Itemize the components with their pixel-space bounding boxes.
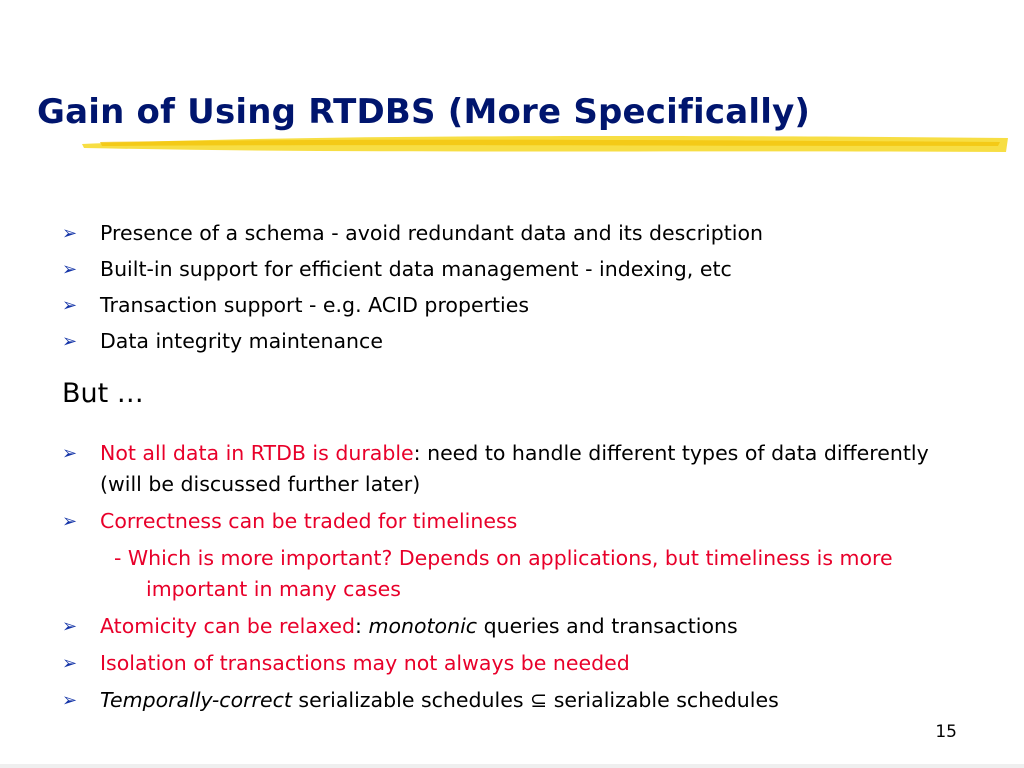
arrow-bullet-icon: ➢	[62, 443, 78, 464]
bottom-divider	[0, 764, 1024, 768]
list-item: ➢ Transaction support - e.g. ACID properties	[62, 290, 763, 321]
list-item: ➢ Correctness can be traded for timeliness	[62, 506, 942, 537]
arrow-bullet-icon: ➢	[62, 295, 78, 316]
arrow-bullet-icon: ➢	[62, 690, 78, 711]
arrow-bullet-icon: ➢	[62, 616, 78, 637]
slide-title: Gain of Using RTDBS (More Specifically)	[37, 92, 811, 132]
list-item: ➢ Isolation of transactions may not always be needed	[62, 648, 942, 679]
arrow-bullet-icon: ➢	[62, 259, 78, 280]
list-item: ➢ Built-in support for efficient data management - indexing, etc	[62, 254, 763, 285]
page-number: 15	[935, 722, 957, 742]
list-item: ➢ Atomicity can be relaxed: monotonic queries and transactions	[62, 611, 942, 642]
arrow-bullet-icon: ➢	[62, 511, 78, 532]
caveats-list	[62, 438, 942, 722]
list-item: ➢ Data integrity maintenance	[62, 326, 763, 357]
but-label: But …	[62, 378, 144, 409]
arrow-bullet-icon: ➢	[62, 331, 78, 352]
arrow-bullet-icon: ➢	[62, 653, 78, 674]
sub-item: - Which is more important? Depends on applications, but timeliness is more important in many cases	[114, 546, 893, 601]
advantages-list	[62, 218, 763, 362]
arrow-bullet-icon: ➢	[62, 223, 78, 244]
title-underline-brush-stroke	[80, 130, 1010, 160]
list-item: ➢ Not all data in RTDB is durable: need to handle different types of data differently (will be discussed further later)	[62, 438, 942, 500]
list-item: ➢ Presence of a schema - avoid redundant data and its description	[62, 218, 763, 249]
list-item: ➢ Temporally-correct serializable schedules ⊆ serializable schedules	[62, 685, 942, 716]
